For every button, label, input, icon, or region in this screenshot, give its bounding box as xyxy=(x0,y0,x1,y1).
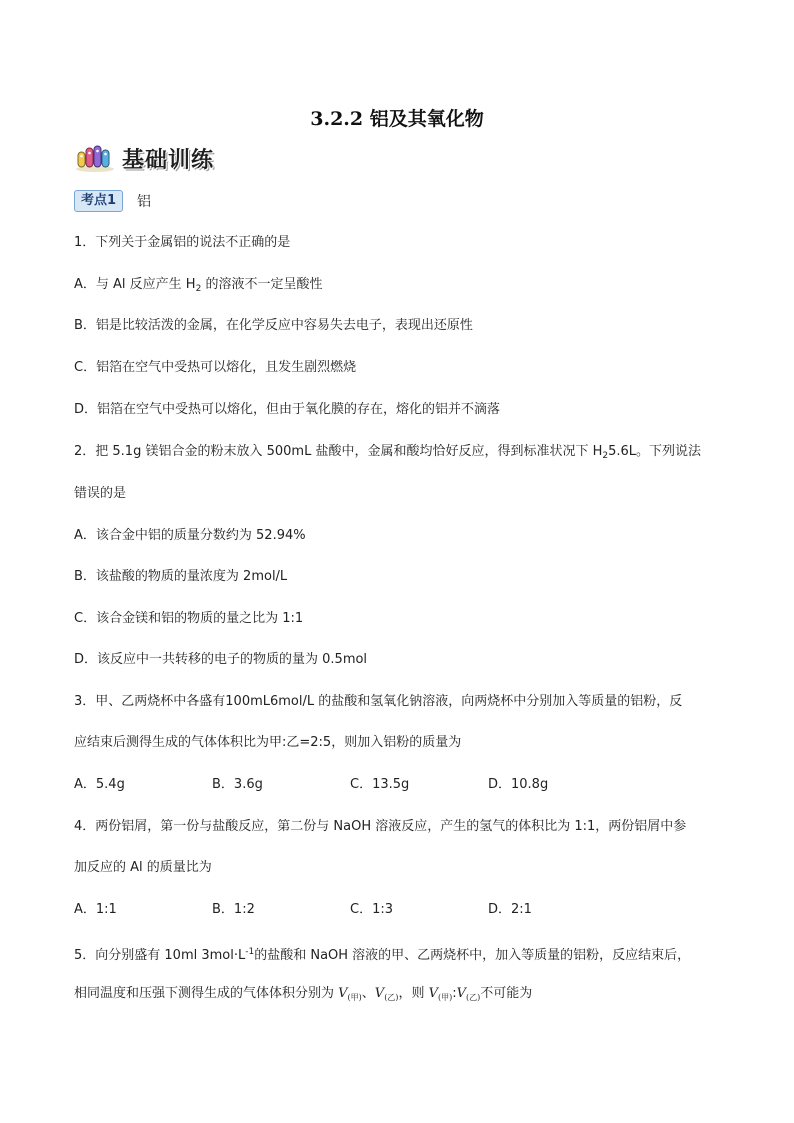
subscript: 2 xyxy=(602,451,609,461)
q5-stem-line2 xyxy=(74,985,532,1007)
q1-option-a-text: A．与 Al 反应产生 H xyxy=(74,277,196,292)
q2-option-b: B．该盐酸的物质的量浓度为 2mol/L xyxy=(74,569,288,584)
q5-stem-text-end: 的盐酸和 NaOH 溶液的甲、乙两烧杯中，加入等质量的铝粉，反应结束后， xyxy=(254,948,691,963)
q4-stem-line2: 加反应的 Al 的质量比为 xyxy=(74,860,212,875)
q5-line2-end: 不可能为 xyxy=(480,986,533,1001)
q2-option-a: A．该合金中铝的质量分数约为 52.94% xyxy=(74,528,306,543)
topic-label: 铝 xyxy=(137,194,152,210)
q1-option-a xyxy=(74,276,322,298)
q5-stem-text: 5．向分别盛有 10ml 3mol·L xyxy=(74,948,246,963)
volume-symbol: V xyxy=(428,986,438,1001)
ratio-jia xyxy=(429,986,453,1001)
volume-symbol: V xyxy=(338,986,348,1001)
q2-stem-text: 2．把 5.1g 镁铝合金的粉末放入 500mL 盐酸中，金属和酸均恰好反应，得到标准状况下 H xyxy=(74,444,603,459)
q5-line2-mid: ，则 xyxy=(398,986,429,1001)
q3-stem: 3．甲、乙两烧杯中各盛有100mL6mol/L 的盐酸和氢氧化钠溶液，向两烧杯中分别加入等质量的铝粉，反 xyxy=(74,694,683,709)
topic-header xyxy=(74,190,151,212)
q3-options xyxy=(74,776,626,794)
subscript: (甲) xyxy=(437,993,453,1002)
subscript: (乙) xyxy=(384,993,399,1002)
section-banner xyxy=(74,140,214,176)
page-title: 3.2.2 铝及其氧化物 xyxy=(310,108,484,130)
separator: 、 xyxy=(361,986,375,1001)
q3-option-c: C．13.5g xyxy=(350,777,410,792)
section-heading: 基础训练 xyxy=(122,147,215,173)
q1-option-a-text-end: 的溶液不一定呈酸性 xyxy=(201,277,323,292)
q2-stem-text-end: 5.6L。下列说法 xyxy=(608,444,702,459)
ratio-yi xyxy=(457,986,481,1001)
q2-stem-line2: 错误的是 xyxy=(74,486,127,501)
q4-options xyxy=(74,901,626,919)
subscript: (乙) xyxy=(466,993,481,1002)
q3-option-d: D．10.8g xyxy=(488,777,549,792)
q1-option-b: B．铝是比较活泼的金属，在化学反应中容易失去电子，表现出还原性 xyxy=(74,318,473,333)
volume-symbol: V xyxy=(374,986,385,1001)
superscript: -1 xyxy=(245,947,255,957)
q5-line2-text: 相同温度和压强下测得生成的气体体积分别为 xyxy=(74,986,339,1001)
ratio-colon: : xyxy=(452,986,457,1001)
topic-badge: 考点1 xyxy=(74,190,123,212)
subscript: 2 xyxy=(195,284,202,294)
q1-option-c: C．铝箔在空气中受热可以熔化，且发生剧烈燃烧 xyxy=(74,360,357,375)
q3-stem-line2: 应结束后测得生成的气体体积比为甲:乙=2:5，则加入铝粉的质量为 xyxy=(74,735,462,750)
q4-option-b: B．1:2 xyxy=(212,902,255,917)
q4-option-a: A．1:1 xyxy=(74,902,117,917)
volume-symbol: V xyxy=(456,986,466,1001)
subscript: (甲) xyxy=(347,993,362,1002)
q3-option-a: A．5.4g xyxy=(74,777,125,792)
q5-stem xyxy=(74,943,690,965)
volume-yi xyxy=(375,986,399,1001)
q4-stem: 4．两份铝屑，第一份与盐酸反应，第二份与 NaOH 溶液反应，产生的氢气的体积比为 1:1，两份铝屑中参 xyxy=(74,819,687,834)
q2-option-d: D．该反应中一共转移的电子的物质的量为 0.5mol xyxy=(74,652,368,667)
q1-option-d: D．铝箔在空气中受热可以熔化，但由于氧化膜的存在，熔化的铝并不滴落 xyxy=(74,402,501,417)
q3-option-b: B．3.6g xyxy=(212,777,263,792)
test-tubes-icon xyxy=(74,143,116,173)
q1-stem: 1．下列关于金属铝的说法不正确的是 xyxy=(74,235,291,250)
q2-option-c: C．该合金镁和铝的物质的量之比为 1:1 xyxy=(74,611,304,626)
q4-option-d: D．2:1 xyxy=(488,902,532,917)
q4-option-c: C．1:3 xyxy=(350,902,393,917)
volume-jia xyxy=(338,986,362,1001)
q2-stem xyxy=(74,443,701,465)
